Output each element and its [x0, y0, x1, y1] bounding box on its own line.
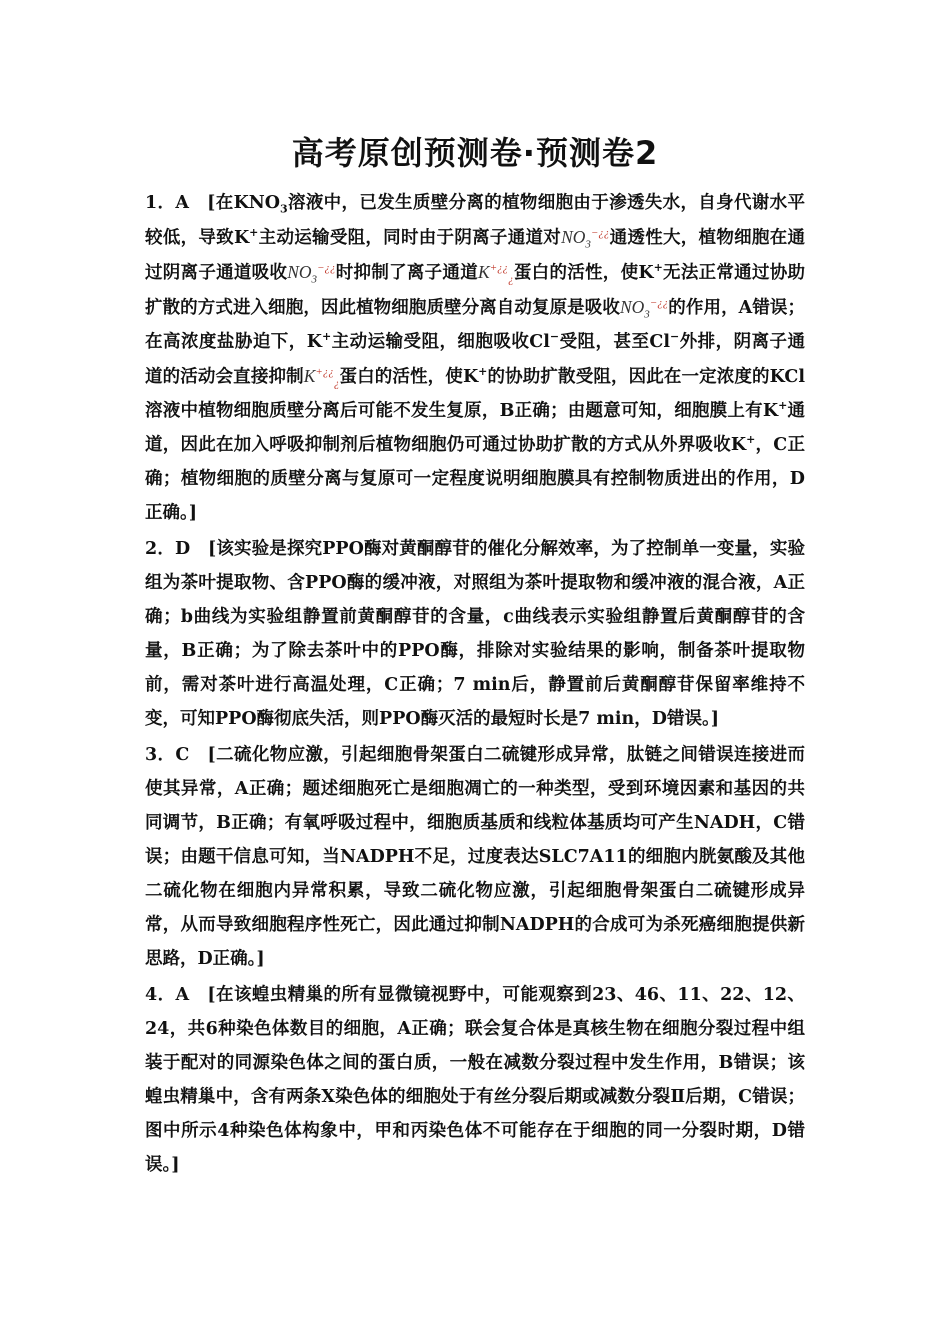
answer-item-4: 4．A [在该蝗虫精巢的所有显微镜视野中，可能观察到23、46、11、22、12、24，共6种染色体数目的细胞，A正确；联会复合体是真核生物在细胞分裂过程中组装于配对的同源染色体之间的蛋白质，一般在减数分裂过程中发生作用，B错误；该蝗虫精巢中，含有两条X染色体的细胞处于有丝分裂后期或减数分裂Ⅱ后期，C错误；图中所示4种染色体构象中，甲和丙染色体不可能存在于细胞的同一分裂时期，D错误。]	[145, 985, 805, 1175]
answer-list	[145, 186, 805, 1184]
math-no3: $NO_3^{-¿¿}$	[619, 297, 669, 321]
answer-item-2: 2．D [该实验是探究PPO酶对黄酮醇苷的催化分解效率，为了控制单一变量，实验组为茶叶提取物、含PPO酶的缓冲液，对照组为茶叶提取物和缓冲液的混合液，A正确；b曲线为实验组静置前黄酮醇苷的含量，c曲线表示实验组静置后黄酮醇苷的含量，B正确；为了除去茶叶中的PPO酶，排除对实验结果的影响，制备茶叶提取物前，需对茶叶进行高温处理，C正确；7 min后，静置前后黄酮醇苷保留率维持不变，可知PPO酶彻底失活，则PPO酶灭活的最短时长是7 min，D错误。]	[145, 539, 805, 729]
answer-1-lead: 1．A [在KNO	[145, 193, 281, 213]
math-no3: $NO_3^{-¿¿}$	[287, 262, 336, 286]
answer-item-1: 1．A [在$KNO_3$溶液中，已发生质壁分离的植物细胞由于渗透失水，自身代谢水平较低，导致K+主动运输受阻，同时由于阴离子通道对$NO_3^{-¿¿}$通透性大，植物细胞在通过阴离子通道吸收$NO_3^{-¿¿}$时抑制了离子通道$K^{+¿¿}_¿$蛋白的活性，使K+无法正常通过协助扩散的方式进入细胞，因此植物细胞质壁分离自动复原是吸收$NO_3^{-¿¿}$的作用，A错误；在高浓度盐胁迫下，K+主动运输受阻，细胞吸收Cl−受阻，甚至Cl−外排，阴离子通道的活动会直接抑制$K^{+¿¿}_¿$蛋白的活性，使K+的协助扩散受阻，因此在一定浓度的KCl溶液中植物细胞质壁分离后可能不发生复原，B正确；由题意可知，细胞膜上有K+通道，因此在加入呼吸抑制剂后植物细胞仍可通过协助扩散的方式从外界吸收K+，C正确；植物细胞的质壁分离与复原可一定程度说明细胞膜具有控制物质进出的作用，D正确。]	[145, 193, 806, 523]
math-k-ion: $K^{+¿¿}_¿$	[303, 366, 340, 390]
math-no3: $NO_3^{-¿¿}$	[561, 227, 610, 251]
math-k-ion: $K^{+¿¿}_¿$	[478, 262, 514, 286]
page-title: 高考原创预测卷·预测卷2	[291, 134, 659, 172]
answer-item-3: 3．C [二硫化物应激，引起细胞骨架蛋白二硫键形成异常，肽链之间错误连接进而使其异常，A正确；题述细胞死亡是细胞凋亡的一种类型，受到环境因素和基因的共同调节，B正确；有氧呼吸过程中，细胞质基质和线粒体基质均可产生NADH，C错误；由题干信息可知，当NADPH不足，过度表达SLC7A11的细胞内胱氨酸及其他二硫化物在细胞内异常积累，导致二硫化物应激，引起细胞骨架蛋白二硫键形成异常，从而导致细胞程序性死亡，因此通过抑制NADPH的合成可为杀死癌细胞提供新思路，D正确。]	[145, 745, 805, 969]
